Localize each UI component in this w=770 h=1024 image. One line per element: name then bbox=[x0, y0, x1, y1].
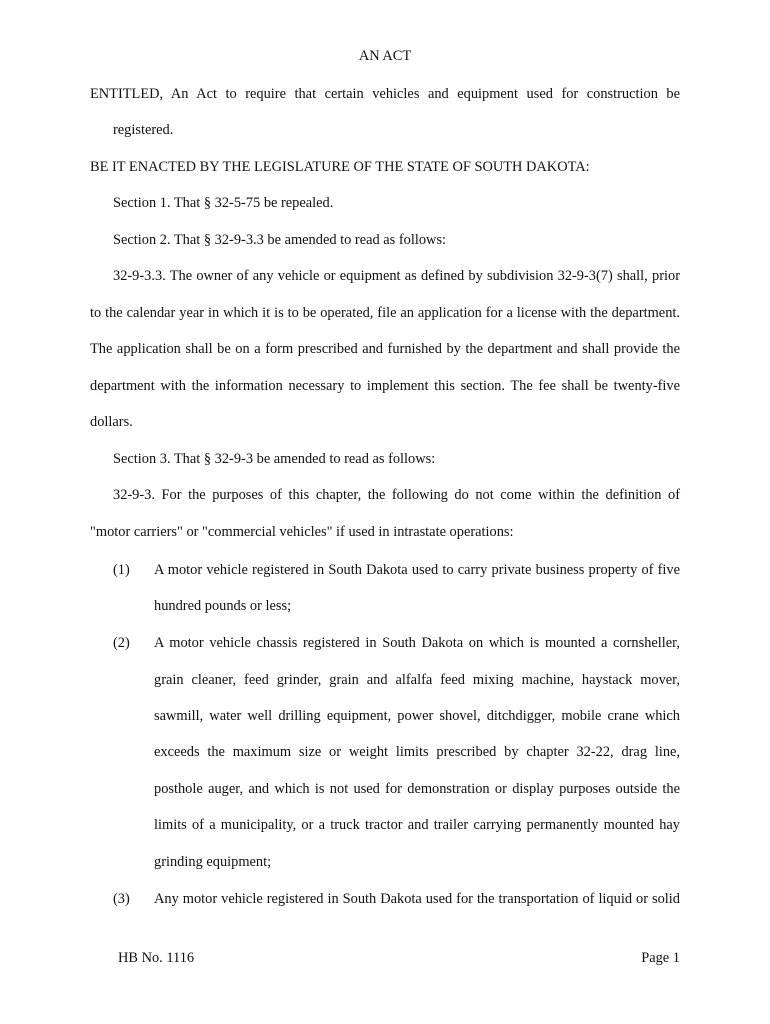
item-line: posthole auger, and which is not used for demonstration or display purposes outside the bbox=[154, 781, 680, 797]
section-3-heading: Section 3. That § 32-9-3 be amended to read as follows: bbox=[113, 451, 436, 467]
item-number: (3) bbox=[113, 891, 130, 907]
section-2-line: to the calendar year in which it is to be operated, file an application for a license with the department. bbox=[90, 305, 680, 321]
section-3-line: 32-9-3. For the purposes of this chapter, the following do not come within the definition of bbox=[113, 487, 680, 503]
section-2-heading: Section 2. That § 32-9-3.3 be amended to read as follows: bbox=[113, 232, 447, 248]
entitled-line-1: ENTITLED, An Act to require that certain vehicles and equipment used for construction be bbox=[90, 86, 680, 102]
item-line: Any motor vehicle registered in South Dakota used for the transportation of liquid or solid bbox=[154, 891, 680, 907]
section-1: Section 1. That § 32-5-75 be repealed. bbox=[113, 195, 334, 211]
item-line: grain cleaner, feed grinder, grain and alfalfa feed mixing machine, haystack mover, bbox=[154, 672, 680, 688]
item-number: (1) bbox=[113, 562, 130, 578]
section-2-line: department with the information necessary to implement this section. The fee shall be twenty-five bbox=[90, 378, 680, 394]
item-line: grinding equipment; bbox=[154, 854, 272, 870]
enacting-clause: BE IT ENACTED BY THE LEGISLATURE OF THE STATE OF SOUTH DAKOTA: bbox=[90, 159, 590, 175]
item-number: (2) bbox=[113, 635, 130, 651]
page-number: Page 1 bbox=[641, 950, 680, 966]
act-title: AN ACT bbox=[358, 48, 412, 64]
section-2-line: 32-9-3.3. The owner of any vehicle or equipment as defined by subdivision 32-9-3(7) shall, prior bbox=[113, 268, 680, 284]
item-line: sawmill, water well drilling equipment, power shovel, ditchdigger, mobile crane which bbox=[154, 708, 680, 724]
bill-number: HB No. 1116 bbox=[118, 950, 195, 966]
section-2-line: dollars. bbox=[90, 414, 133, 430]
item-line: limits of a municipality, or a truck tractor and trailer carrying permanently mounted hay bbox=[154, 817, 680, 833]
item-line: A motor vehicle registered in South Dakota used to carry private business property of five bbox=[154, 562, 680, 578]
item-line: exceeds the maximum size or weight limits prescribed by chapter 32-22, drag line, bbox=[154, 744, 680, 760]
item-line: hundred pounds or less; bbox=[154, 598, 292, 614]
section-3-line: "motor carriers" or "commercial vehicles" if used in intrastate operations: bbox=[90, 524, 514, 540]
entitled-line-2: registered. bbox=[113, 122, 174, 138]
item-line: A motor vehicle chassis registered in South Dakota on which is mounted a cornsheller, bbox=[154, 635, 680, 651]
section-2-line: The application shall be on a form prescribed and furnished by the department and shall provide the bbox=[90, 341, 680, 357]
